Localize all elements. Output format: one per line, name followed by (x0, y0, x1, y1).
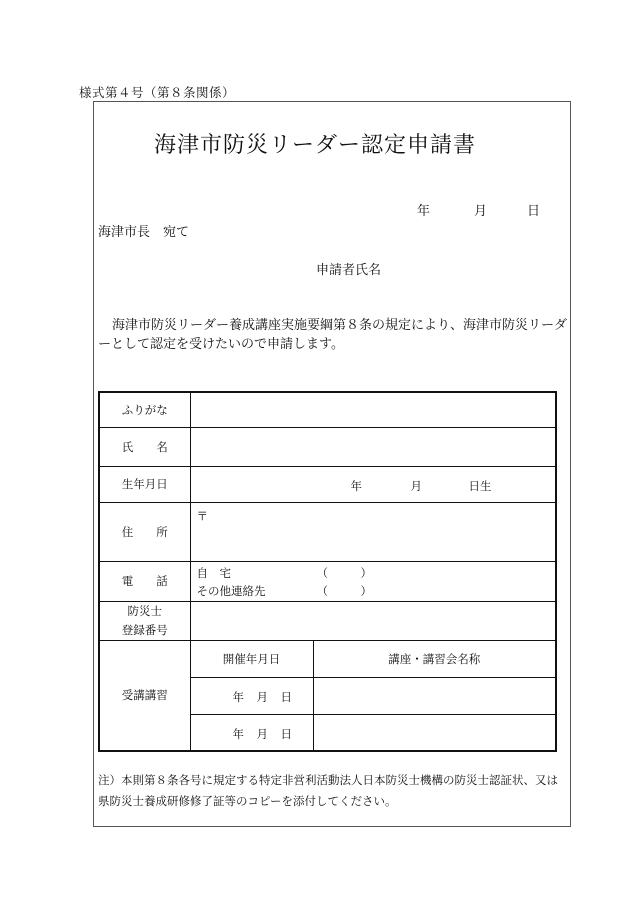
applicant-name-label: 申請者氏名 (316, 263, 382, 278)
course-date-field-1[interactable] (190, 677, 313, 714)
course-label: 受講講習 (99, 640, 190, 751)
phone-label: 電 話 (99, 561, 190, 601)
birth-month-label: 月 (410, 478, 422, 493)
application-table (98, 391, 557, 752)
furigana-field[interactable] (190, 392, 556, 427)
address-label: 住 所 (99, 502, 190, 561)
furigana-label: ふりがな (99, 392, 190, 427)
addressee: 海津市長 宛て (98, 225, 190, 240)
course-1-month: 月 (256, 689, 268, 704)
attachment-note: 注）本則第８条各号に規定する特定非営利活動法人日本防災士機構の防災士認証状、又は県防災士養成研修修了証等のコピーを添付してください。 (98, 773, 558, 808)
course-2-day: 日 (280, 726, 292, 741)
name-field[interactable] (190, 427, 556, 466)
course-1-day: 日 (280, 689, 292, 704)
course-date-header: 開催年月日 (190, 640, 313, 677)
registration-number-field[interactable] (190, 601, 556, 640)
phone-other-label: その他連絡先 (196, 583, 266, 598)
course-name-field-2[interactable] (313, 714, 556, 751)
date-year-label: 年 (417, 204, 431, 219)
course-1-year: 年 (232, 689, 244, 704)
course-2-year: 年 (232, 726, 244, 741)
course-date-field-2[interactable] (190, 714, 313, 751)
phone-home-paren-close: ） (360, 565, 372, 580)
registration-label (99, 601, 190, 640)
phone-home-label: 自 宅 (196, 565, 231, 580)
course-name-field-1[interactable] (313, 677, 556, 714)
course-2-month: 月 (256, 726, 268, 741)
birth-day-label: 日生 (468, 478, 492, 493)
phone-home-paren-open: （ (316, 565, 328, 580)
phone-field[interactable] (190, 561, 556, 601)
form-number: 様式第４号（第８条関係） (79, 85, 236, 100)
birthdate-field[interactable] (190, 466, 556, 502)
registration-label-line2: 登録番号 (121, 622, 168, 637)
phone-other-paren-open: （ (316, 583, 328, 598)
course-name-header: 講座・講習会名称 (313, 640, 556, 677)
name-label: 氏 名 (99, 427, 190, 466)
phone-other-paren-close: ） (360, 583, 372, 598)
postal-mark: 〒 (196, 508, 208, 523)
registration-label-line1: 防災士 (127, 603, 162, 618)
application-statement: 海津市防災リーダー養成講座実施要綱第８条の規定により、海津市防災リーダーとして認定を受けたいので申請します。 (98, 318, 568, 352)
document-title: 海津市防災リーダー認定申請書 (153, 133, 476, 158)
address-field[interactable] (190, 502, 556, 561)
date-day-label: 日 (527, 204, 541, 219)
birthdate-label: 生年月日 (99, 466, 190, 502)
date-month-label: 月 (474, 204, 488, 219)
birth-year-label: 年 (350, 478, 362, 493)
